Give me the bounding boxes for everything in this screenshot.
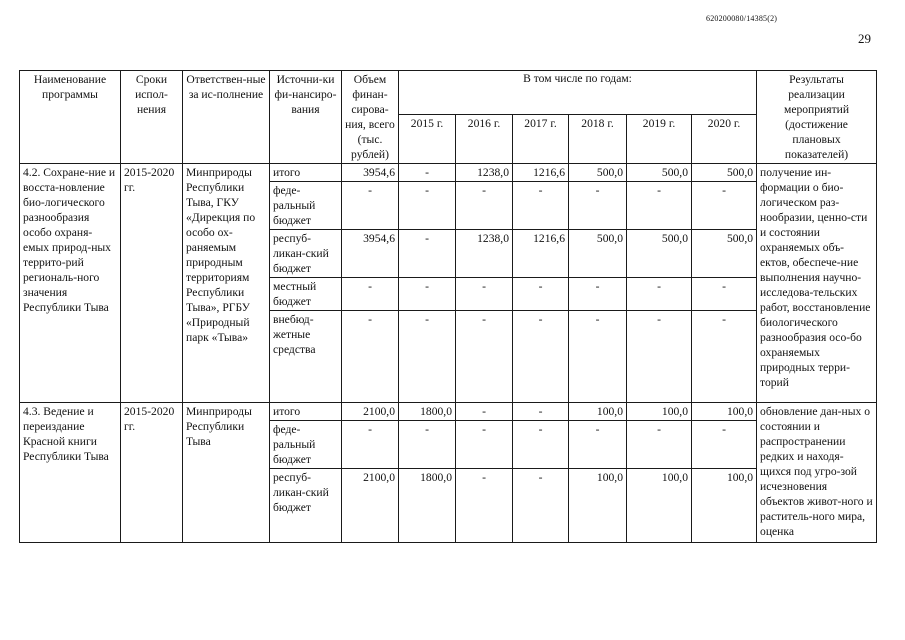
source-cell: итого <box>270 403 342 421</box>
header-program: Наименование программы <box>20 71 121 164</box>
total-cell: 3954,6 <box>342 230 399 278</box>
source-cell: внебюд-жетные средства <box>270 311 342 403</box>
year-cell: 500,0 <box>627 164 692 182</box>
year-cell: 100,0 <box>627 403 692 421</box>
source-cell: респуб-ликан-ский бюджет <box>270 230 342 278</box>
year-cell: - <box>569 421 627 469</box>
year-cell: - <box>569 278 627 311</box>
year-cell: - <box>456 311 513 403</box>
year-cell: 100,0 <box>692 403 757 421</box>
year-cell: - <box>456 469 513 543</box>
year-cell: - <box>692 182 757 230</box>
year-cell: - <box>513 182 569 230</box>
header-results: Результаты реализации мероприятий (достижение плановых показателей) <box>757 71 877 164</box>
year-cell: 1216,6 <box>513 230 569 278</box>
year-cell: - <box>456 182 513 230</box>
year-cell: - <box>692 421 757 469</box>
program-responsible: Минприроды Республики Тыва <box>183 403 270 543</box>
year-cell: - <box>627 421 692 469</box>
program-table <box>19 70 877 543</box>
year-cell: - <box>513 403 569 421</box>
year-cell: - <box>456 421 513 469</box>
year-cell: 1216,6 <box>513 164 569 182</box>
year-cell: 1238,0 <box>456 230 513 278</box>
year-cell: - <box>399 182 456 230</box>
source-cell: итого <box>270 164 342 182</box>
year-cell: - <box>513 278 569 311</box>
page-number: 29 <box>858 31 871 46</box>
table-row <box>20 403 877 421</box>
year-cell: 100,0 <box>627 469 692 543</box>
year-cell: - <box>627 311 692 403</box>
total-cell: - <box>342 311 399 403</box>
year-cell: - <box>513 311 569 403</box>
header-year: 2015 г. <box>399 114 456 163</box>
year-cell: 100,0 <box>692 469 757 543</box>
year-cell: - <box>456 403 513 421</box>
program-terms: 2015-2020 гг. <box>121 164 183 403</box>
document-code: 620200080/14385(2) <box>706 14 778 23</box>
year-cell: - <box>692 311 757 403</box>
header-year: 2020 г. <box>692 114 757 163</box>
total-cell: - <box>342 421 399 469</box>
year-cell: - <box>513 469 569 543</box>
year-cell: - <box>399 421 456 469</box>
header-year: 2016 г. <box>456 114 513 163</box>
year-cell: - <box>399 311 456 403</box>
year-cell: 500,0 <box>627 230 692 278</box>
year-cell: - <box>513 421 569 469</box>
total-cell: 3954,6 <box>342 164 399 182</box>
total-cell: - <box>342 182 399 230</box>
program-name: 4.3. Ведение и переиздание Красной книги Республики Тыва <box>20 403 121 543</box>
year-cell: - <box>399 230 456 278</box>
header-by-years: В том числе по годам: <box>399 71 757 115</box>
program-result: обновление дан-ных о состоянии и распространении редких и находя-щихся под угро-зой исчезновения объектов живот-ного и раститель-ного мира, оценка <box>757 403 877 543</box>
year-cell: 500,0 <box>569 230 627 278</box>
year-cell: - <box>692 278 757 311</box>
header-year: 2017 г. <box>513 114 569 163</box>
year-cell: 500,0 <box>692 230 757 278</box>
year-cell: 500,0 <box>569 164 627 182</box>
source-cell: респуб-ликан-ский бюджет <box>270 469 342 543</box>
program-name: 4.2. Сохране-ние и восста-новление био-логического разнообразия особо охраня-емых природ-ных террито-рий региональ-ного значения Республики Тыва <box>20 164 121 403</box>
year-cell: - <box>399 164 456 182</box>
year-cell: 1238,0 <box>456 164 513 182</box>
year-cell: 1800,0 <box>399 403 456 421</box>
header-volume: Объем финан-сирова-ния, всего (тыс. рублей) <box>342 71 399 164</box>
source-cell: феде-ральный бюджет <box>270 421 342 469</box>
program-terms: 2015-2020 гг. <box>121 403 183 543</box>
header-sources: Источни-ки фи-нансиро-вания <box>270 71 342 164</box>
header-year: 2019 г. <box>627 114 692 163</box>
source-cell: феде-ральный бюджет <box>270 182 342 230</box>
year-cell: - <box>569 311 627 403</box>
source-cell: местный бюджет <box>270 278 342 311</box>
header-responsible: Ответствен-ные за ис-полнение <box>183 71 270 164</box>
year-cell: - <box>627 278 692 311</box>
year-cell: - <box>569 182 627 230</box>
year-cell: 100,0 <box>569 469 627 543</box>
table-row <box>20 164 877 182</box>
header-terms: Сроки испол-нения <box>121 71 183 164</box>
total-cell: - <box>342 278 399 311</box>
year-cell: - <box>627 182 692 230</box>
header-year: 2018 г. <box>569 114 627 163</box>
program-result: получение ин-формации о био-логическом раз-нообразии, ценно-сти и состоянии охраняемых объ-ектов, обеспече-ние выполнения научно-исследова-тельских работ, восстановление биологического разнообразия осо-бо охраняемых природных терри-торий <box>757 164 877 403</box>
year-cell: 100,0 <box>569 403 627 421</box>
program-responsible: Минприроды Республики Тыва, ГКУ «Дирекция по особо ох-раняемым природным территориям Республики Тыва», РГБУ «Природный парк «Тыва» <box>183 164 270 403</box>
year-cell: - <box>456 278 513 311</box>
total-cell: 2100,0 <box>342 403 399 421</box>
year-cell: - <box>399 278 456 311</box>
total-cell: 2100,0 <box>342 469 399 543</box>
year-cell: 500,0 <box>692 164 757 182</box>
year-cell: 1800,0 <box>399 469 456 543</box>
header-row <box>20 71 877 115</box>
